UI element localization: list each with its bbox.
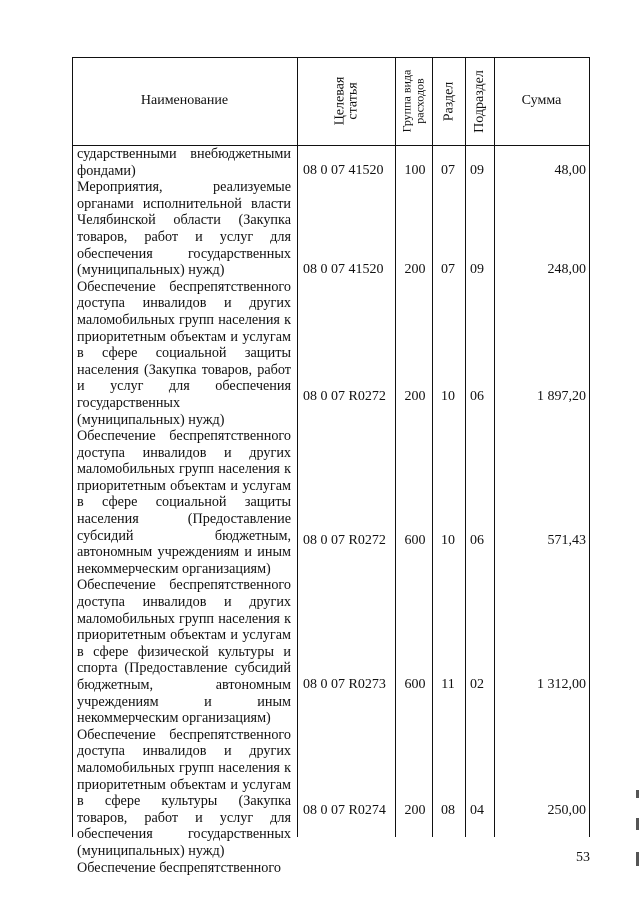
header-group-cell (395, 57, 432, 145)
column-divider (494, 57, 495, 837)
column-divider (589, 57, 590, 837)
table-row-name: Обеспечение беспрепятственного (77, 859, 281, 876)
scan-edge-mark (636, 852, 639, 866)
header-section-cell (432, 57, 465, 145)
section-code: 10 (441, 389, 455, 404)
sum-value: 1 312,00 (537, 677, 586, 692)
expense-group: 200 (404, 389, 426, 404)
sum-value: 571,43 (547, 533, 586, 548)
subsection-code: 09 (470, 163, 484, 178)
name-column-text (77, 146, 291, 876)
table-row-name: Мероприятия, реализуемые органами исполнительной власти Челябинской области (Закупка товаров, работ и услуг для обеспечения государственных (муниципальных) нужд) (77, 179, 291, 279)
table-row-name: Обеспечение беспрепятственного доступа инвалидов и других маломобильных групп населения к приоритетным объектам и услугам в сфере физической культуры и спорта (Предоставление субсидий бюджетным, автономным учреждениям и иным некоммерческим организациям) (77, 577, 291, 727)
scan-edge-mark (636, 818, 639, 830)
expense-group: 100 (404, 163, 426, 178)
page-number: 53 (576, 850, 590, 865)
target-code: 08 0 07 R0274 (303, 803, 386, 818)
column-divider (72, 57, 73, 837)
header-section: Раздел (441, 81, 457, 121)
header-sum: Сумма (521, 93, 562, 108)
section-code: 11 (441, 677, 455, 692)
target-code: 08 0 07 R0273 (303, 677, 386, 692)
header-group: Группа вида расходов (399, 69, 427, 133)
sum-value: 48,00 (554, 163, 586, 178)
sum-value: 1 897,20 (537, 389, 586, 404)
section-code: 10 (441, 533, 455, 548)
target-code: 08 0 07 R0272 (303, 533, 386, 548)
expense-group: 600 (404, 677, 426, 692)
subsection-code: 06 (470, 389, 484, 404)
header-name: Наименование (140, 93, 229, 108)
subsection-code: 02 (470, 677, 484, 692)
section-code: 07 (441, 163, 455, 178)
table-row-name: сударственными внебюджетными фондами) (77, 146, 291, 179)
section-code: 07 (441, 262, 455, 277)
target-code: 08 0 07 41520 (303, 262, 384, 277)
column-divider (297, 57, 298, 837)
scan-edge-mark (636, 790, 639, 798)
table-row-name: Обеспечение беспрепятственного доступа инвалидов и других маломобильных групп населения к приоритетным объектам и услугам в сфере социальной защиты населения (Предоставление субсидий бюджетным, автономным учреждениям и иным некоммерческим организациям) (77, 428, 291, 577)
subsection-code: 04 (470, 803, 484, 818)
section-code: 08 (441, 803, 455, 818)
column-divider (395, 57, 396, 837)
header-target-cell (297, 57, 395, 145)
sum-value: 250,00 (547, 803, 586, 818)
header-sum-cell (494, 57, 589, 145)
target-code: 08 0 07 R0272 (303, 389, 386, 404)
sum-value: 248,00 (547, 262, 586, 277)
header-subsection-cell (465, 57, 494, 145)
header-target: Целевая статья (331, 76, 360, 126)
table-row-name: Обеспечение беспрепятственного доступа инвалидов и других маломобильных групп населения к приоритетным объектам и услугам в сфере социальной защиты населения (Закупка товаров, работ и услуг для обеспечения государственных (муниципальных) нужд) (77, 278, 291, 428)
header-name-cell (72, 57, 297, 145)
expense-group: 600 (404, 533, 426, 548)
subsection-code: 09 (470, 262, 484, 277)
expense-group: 200 (404, 262, 426, 277)
header-subsection: Подраздел (472, 69, 487, 133)
column-divider (432, 57, 433, 837)
table-row-name: Обеспечение беспрепятственного доступа инвалидов и других маломобильных групп населения к приоритетным объектам и услугам в сфере культуры (Закупка товаров, работ и услуг для обеспечения государственных (муниципальных) нужд) (77, 726, 291, 859)
subsection-code: 06 (470, 533, 484, 548)
expense-group: 200 (404, 803, 426, 818)
target-code: 08 0 07 41520 (303, 163, 384, 178)
